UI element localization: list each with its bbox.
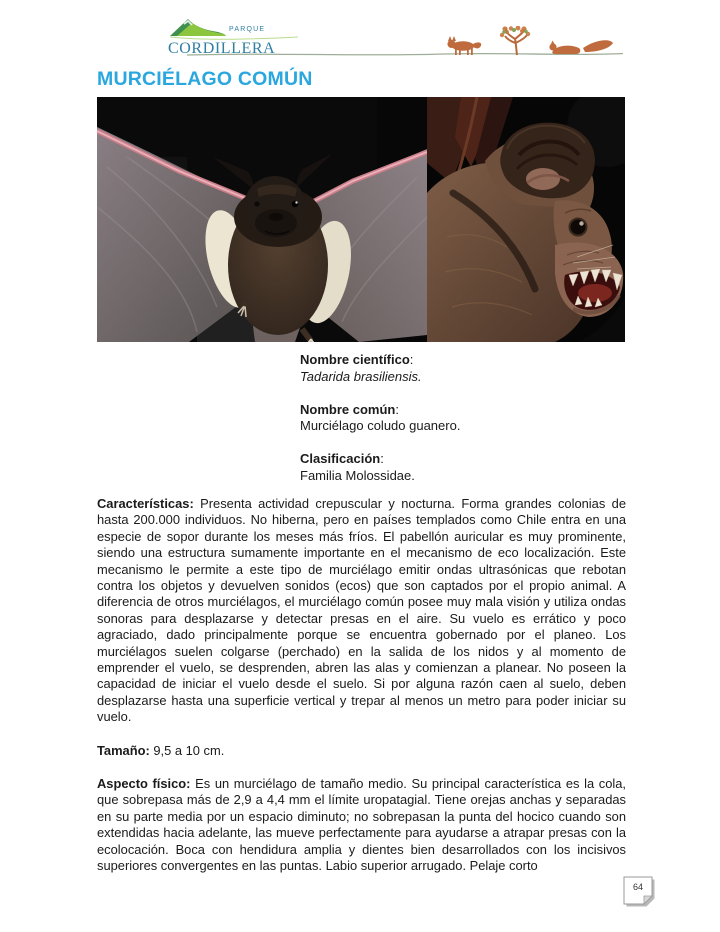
- caracteristicas-paragraph: [97, 496, 626, 726]
- logo-parque-text: PARQUE: [229, 26, 266, 33]
- page-number: 64: [632, 882, 644, 892]
- caracteristicas-text: Presenta actividad crepuscular y nocturna. Forma grandes colonias de hasta 200.000 individuos. No hiberna, pero en países templados como Chile entra en una especie de sopor durante los meses más fríos. El pabellón auricular es muy prominente, siendo una estructura sumamente importante en el mecanismo de eco localización. Este mecanismo le permite a este tipo de murciélago emitir ondas ultrasónicas que rebotan contra los objetos y devuelven sonidos (ecos) que son captados por el propio animal. A diferencia de otros murciélagos, el murciélago común posee muy mala visión y utiliza ondas sonoras para desplazarse y detectar presas en el aire. Su vuelo es errático y poco agraciado, dado principalmente porque se encuentra gobernado por el planeo. Los murciélagos suelen colgarse (perchado) en la salida de los nidos y al momento de emprender el vuelo, se desprenden, abren las alas y comienzan a planear. No poseen la capacidad de iniciar el vuelo desde el suelo. Si por alguna razón caen al suelo, deben desplazarse hasta una superficie vertical y trepar al menos un metro para poder iniciar su vuelo.: [97, 496, 627, 725]
- classification-value: Familia Molossidae.: [300, 467, 415, 483]
- caracteristicas-label: Características:: [97, 496, 201, 511]
- species-info: [300, 352, 460, 501]
- aspecto-fisico-label: Aspecto físico:: [97, 776, 196, 791]
- common-name-label: Nombre común: [300, 401, 396, 417]
- scientific-name-row: Nombre científico: Tadarida brasiliensis.: [300, 352, 422, 384]
- tamano-text: 9,5 a 10 cm.: [153, 743, 225, 758]
- tamano-label: Tamaño:: [97, 743, 154, 758]
- classification-label: Clasificación: [300, 451, 381, 466]
- scientific-name-label: Nombre científico: [300, 352, 410, 367]
- photo-strip: [97, 97, 625, 342]
- common-name-value: Murciélago coludo guanero.: [300, 418, 461, 433]
- logo-cordillera-text: CORDILLERA: [168, 40, 276, 57]
- bat-head-photo: [427, 97, 625, 342]
- aspecto-fisico-paragraph: [97, 776, 626, 874]
- tamano-paragraph: [97, 743, 626, 759]
- squirrel-icon: [549, 40, 613, 54]
- aspecto-fisico-text: Es un murciélago de tamaño medio. Su principal característica es la cola, que sobrepasa más de 2,9 a 4,4 mm el límite uropatagial. Tiene orejas anchas y separadas en su parte media por un espacio diminuto; no sobrepasan la punta del hocico cuando son extendidas hacia adelante, las mueve perfectamente para ayudarse a atrapar presas con la ecolocación. Boca con hendidura amplia y dientes bien desarrollados con los incisivos superiores convergentes en las puntas. Labio superior arrugado. Pelaje corto: [97, 776, 627, 874]
- classification-row: Clasificación: Familia Molossidae.: [300, 451, 415, 483]
- page-title: MURCIÉLAGO COMÚN: [97, 68, 313, 90]
- header-rule-art: [95, 26, 625, 62]
- tree-icon: [500, 26, 530, 55]
- common-name-row: Nombre común: Murciélago coludo guanero.: [300, 401, 461, 433]
- bat-flying-photo: [97, 97, 427, 342]
- scientific-name-value: Tadarida brasiliensis.: [300, 368, 422, 384]
- fox-icon: [447, 36, 481, 55]
- page-number-badge: [620, 874, 658, 910]
